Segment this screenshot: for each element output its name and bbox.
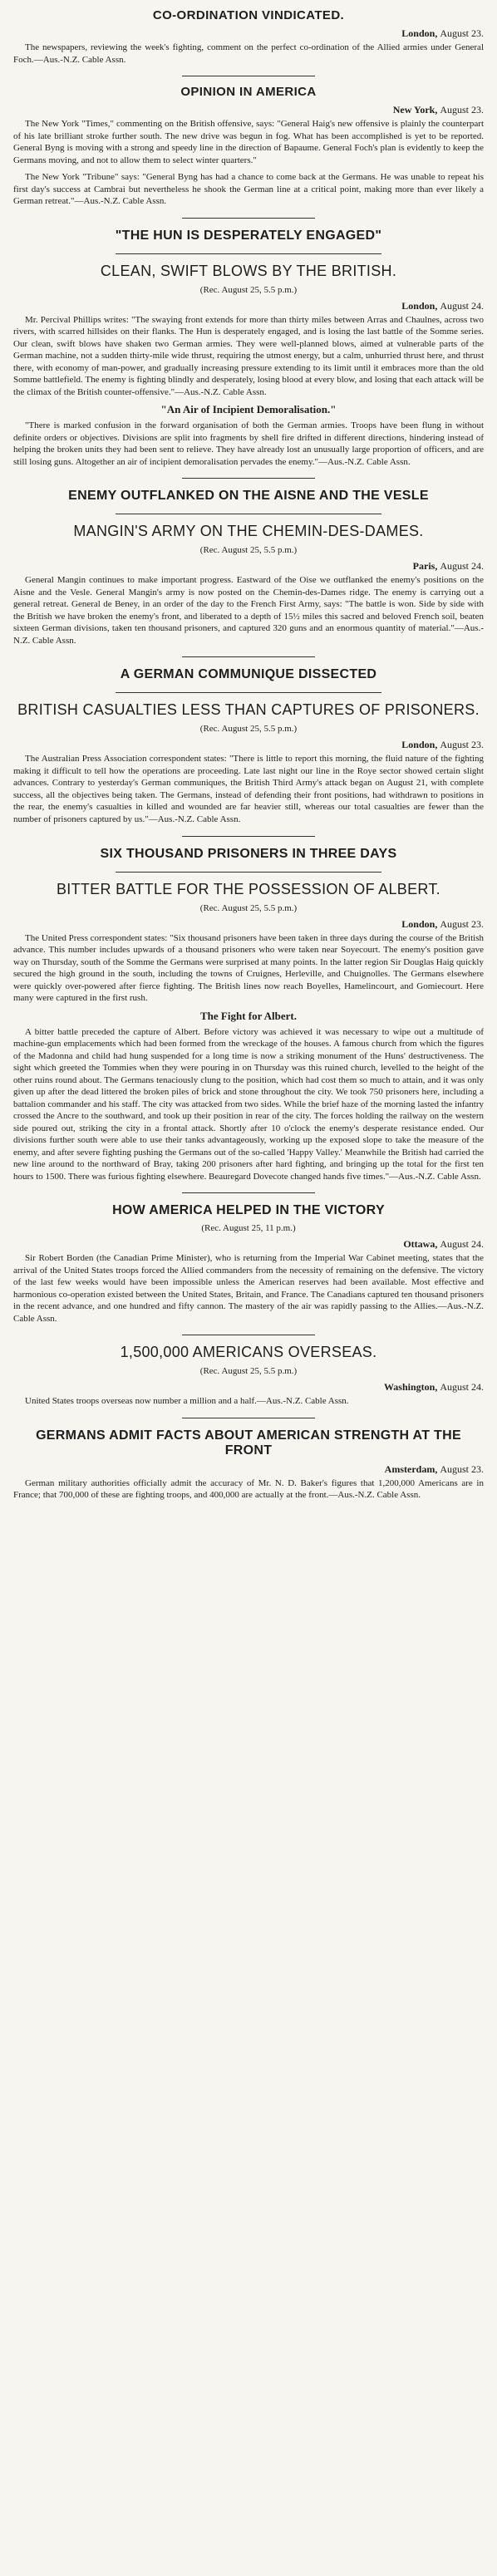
headline: HOW AMERICA HELPED IN THE VICTORY xyxy=(112,1203,385,1218)
article-hun-engaged xyxy=(13,229,484,469)
dateline-place: London, August 23. xyxy=(401,739,484,751)
received-line: (Rec. August 25, 5.5 p.m.) xyxy=(199,724,298,735)
article-paragraph: Mr. Percival Phillips writes: "The swaying front extends for more than thirty miles between Arras and Chaulnes, across two rivers, with scarred hillsides on their flanks. The Hun is desperately engaged, and is losing the last battle of the Somme series. Our clean, swift blows have shaken two German armies. They were well-planned blows, aimed at vulnerable parts of the German machine, not a sudden thirty-mile wide thrust, requiring the utmost energy, but a calm, unhurried thrust here, and thrust there, with economy of man-power, and gradually increasing pressure extending to its limit until it embraces more than the old Somme battlefield. The enemy is fighting blindly and desperately, losing blood at every blow, and losing that each attack will be the climax of the British counter-offensive."—Aus.-N.Z. Cable Assn. xyxy=(13,314,484,397)
article-paragraph: The New York "Times," commenting on the British offensive, says: "General Haig's new offensive is plainly the counterpart of his late brilliant stroke further south. The new drive was begun in fog. What has been accomplished is yet to be reported. General Byng is moving with a strong and speedy line in the direction of Bapaume. General Foch's plan is evidently to keep the Germans moving, and not to allow them to select winter quarters." xyxy=(13,119,484,165)
received-line: (Rec. August 25, 5.5 p.m.) xyxy=(199,1366,298,1377)
dateline-place: Amsterdam, August 23. xyxy=(384,1463,484,1475)
article-enemy-outflanked xyxy=(13,489,484,646)
received-line: (Rec. August 25, 11 p.m.) xyxy=(201,1223,296,1234)
divider xyxy=(182,836,315,837)
subheadline: CLEAN, SWIFT BLOWS BY THE BRITISH. xyxy=(100,262,397,279)
article-opinion-america xyxy=(13,85,484,208)
newspaper-page xyxy=(0,8,497,2576)
dateline-place: Washington, August 24. xyxy=(383,1381,484,1394)
dateline-place: Paris, August 24. xyxy=(412,560,484,573)
divider xyxy=(116,692,381,693)
dateline-place: London, August 23. xyxy=(401,27,484,39)
received-line: (Rec. August 25, 5.5 p.m.) xyxy=(199,902,298,913)
headline: 1,500,000 AMERICANS OVERSEAS. xyxy=(120,1344,377,1361)
article-paragraph: The United Press correspondent states: "Six thousand prisoners have been taken in three days during the course of the British advance. This number includes upwards of a thousand prisoners who were taken near Soyecourt. The enemy's position gave way on Thursday, south of the Somme the Germans were surprised at many points. In the latter region Sir Douglas Haig quickly secured the high ground in the south, including the towns of Cruignes, Herleville, and Chuignolles. The Germans elsewhere were quickly over-powered after fierce fighting. The British lines now reach Boyelles, Hamelincourt, and Gomiecourt. Here many were captured in the first rush. xyxy=(13,932,484,1004)
divider xyxy=(116,872,381,873)
section-subhead: "An Air of Incipient Demoralisation." xyxy=(160,403,337,416)
article-america-helped xyxy=(13,1203,484,1325)
headline: CO-ORDINATION VINDICATED. xyxy=(152,8,345,22)
section-subhead: The Fight for Albert. xyxy=(199,1009,298,1022)
divider xyxy=(182,656,315,657)
subheadline: BITTER BATTLE FOR THE POSSESSION OF ALBERT. xyxy=(56,880,440,897)
article-paragraph: "There is marked confusion in the forward organisation of both the German armies. Troops have been flung in without definite orders or objectives. Divisions are split into fragments by shell fire drifted in different directions, hindering instead of helping the broken units they had been sent to relieve. They have already lost an unusually large proportion of officers, and are still losing guns. Altogether an air of incipient demoralisation pervades the enemy."—Aus.-N.Z. Cable Assn. xyxy=(13,420,484,467)
article-paragraph: The Australian Press Association correspondent states: "There is little to report this morning, the fluid nature of the fighting making it difficult to tell how the operations are proceeding. Late last night our line in the Roye sector showed certain slight advances. Contrary to yesterday's German communiques, the British Third Army's attack began on August 21, with complete success, all the objectives being taken. The Germans, instead of defending their front positions, had withdrawn to positions in the rear, the enemy's casualties in killed and wounded are far heavier still, whereas our total casualties are fewer than the number of prisoners captured by us."—Aus.-N.Z. Cable Assn. xyxy=(13,754,484,824)
article-six-thousand xyxy=(13,847,484,1183)
divider xyxy=(182,1192,315,1193)
article-paragraph: United States troops overseas now number a million and a half.—Aus.-N.Z. Cable Assn. xyxy=(25,1396,349,1407)
headline: ENEMY OUTFLANKED ON THE AISNE AND THE VESLE xyxy=(68,489,429,504)
article-americans-overseas xyxy=(13,1344,484,1408)
received-line: (Rec. August 25, 5.5 p.m.) xyxy=(199,284,298,295)
article-paragraph: Sir Robert Borden (the Canadian Prime Minister), who is returning from the Imperial War Cabinet meeting, states that the arrival of the United States troops forced the Allied commanders from the necessity of remaining on the defensive. The victory of the last few weeks would have been impossible unless the American reserves had been available. Most effective and harmonious co-operation existed between the United States, Britain, and France. The Canadians captured ten thousand prisoners in the recent advance, and one hundred and fifty cannon. The mastery of the air was rapidly passing to the Allies.—Aus.-N.Z. Cable Assn. xyxy=(13,1253,484,1324)
divider xyxy=(116,253,381,254)
headline: A GERMAN COMMUNIQUE DISSECTED xyxy=(120,667,377,682)
subheadline: BRITISH CASUALTIES LESS THAN CAPTURES OF PRISONERS. xyxy=(17,701,480,719)
article-paragraph: The newspapers, reviewing the week's fighting, comment on the perfect co-ordination of the Allied armies under General Foch.—Aus.-N.Z. Cable Assn. xyxy=(13,42,484,65)
dateline-place: Ottawa, August 24. xyxy=(403,1238,484,1251)
article-germans-admit xyxy=(13,1428,484,1502)
article-paragraph: German military authorities officially admit the accuracy of Mr. N. D. Baker's figures that 1,200,000 Americans are in France; that 700,000 of these are fighting troops, and 400,000 are actually at the front.—Aus.-N.Z. Cable Assn. xyxy=(13,1477,484,1501)
divider xyxy=(182,478,315,479)
received-line: (Rec. August 25, 5.5 p.m.) xyxy=(199,545,298,556)
divider xyxy=(182,218,315,219)
dateline-place: London, August 23. xyxy=(401,917,484,930)
article-paragraph: General Mangin continues to make important progress. Eastward of the Oise we outflanked the enemy's positions on the Aisne and the Vesle. General Mangin's army is now posted on the Chemin-des-Dames ridge. The enemy is carrying out a general retreat. General de Beney, in an order of the day to the French First Army, says: "The battle is won. Side by side with the British we have broken the enemy's front, and liberated to a depth of 15½ miles this sacred and beloved French soil, beaten sixteen German divisions, taken ten thousand prisoners, and captured 320 guns and an enormous quantity of material."—Aus.-N.Z. Cable Assn. xyxy=(13,575,484,646)
headline: SIX THOUSAND PRISONERS IN THREE DAYS xyxy=(100,846,397,861)
headline: OPINION IN AMERICA xyxy=(180,85,317,100)
dateline-place: London, August 24. xyxy=(401,299,484,312)
headline: GERMANS ADMIT FACTS ABOUT AMERICAN STRENGTH AT THE FRONT xyxy=(36,1428,461,1458)
subheadline: MANGIN'S ARMY ON THE CHEMIN-DES-DAMES. xyxy=(73,523,424,540)
article-paragraph: A bitter battle preceded the capture of Albert. Before victory was achieved it was necessary to wipe out a multitude of machine-gun emplacements which had been formed from the wreckage of the houses. A famous church from which the figures of the Madonna and child had hung suspended for a long time is now a striking monument of the Huns' destructiveness. The sight which greeted the Tommies when they were pouring in on Thursday was this ruined church, levelled to the height of the other ruins round about. The Germans tenaciously clung to the position, which had cost them so much to attain, and it was only given up after the dead littered the broken piles of brick and stone throughout the city. We took 750 prisoners here, including a battalion commander and his staff. The city was attacked from two sides. While the brief haze of the morning lasted the infantry crossed the Ancre to the southward, and took up their position in rear of the city. The forces holding the railway on the western side poured out, striking the city in a frontal attack. Shortly after 10 o'clock the enemy's desperate resistance ended. Our divisions further south were able to use their tanks advantageously, working up the exposed slope to take the measure of the enemy, and after severe fighting pushing the Germans out of the so-called 'Happy Valley.' Meanwhile the British had carried the new line around to the northward of Bray, taking 200 prisoners after hard fighting, and bringing up the total for the first ten hours to 1500. There was furious fighting elsewhere. Beauregard Dovecote changed hands five times."—Aus.-N.Z. Cable Assn. xyxy=(13,1026,484,1182)
article-paragraph: The New York "Tribune" says: "General Byng has had a chance to come back at the Germans. He was unable to repeat his first day's success at Cambrai but nevertheless he shook the German line at a critical point, making more than ever likely a German retreat."—Aus.-N.Z. Cable Assn. xyxy=(13,172,484,207)
headline: "THE HUN IS DESPERATELY ENGAGED" xyxy=(115,228,382,243)
article-communique xyxy=(13,667,484,825)
dateline-place: New York, August 23. xyxy=(392,104,484,116)
article-coordination xyxy=(13,8,484,66)
